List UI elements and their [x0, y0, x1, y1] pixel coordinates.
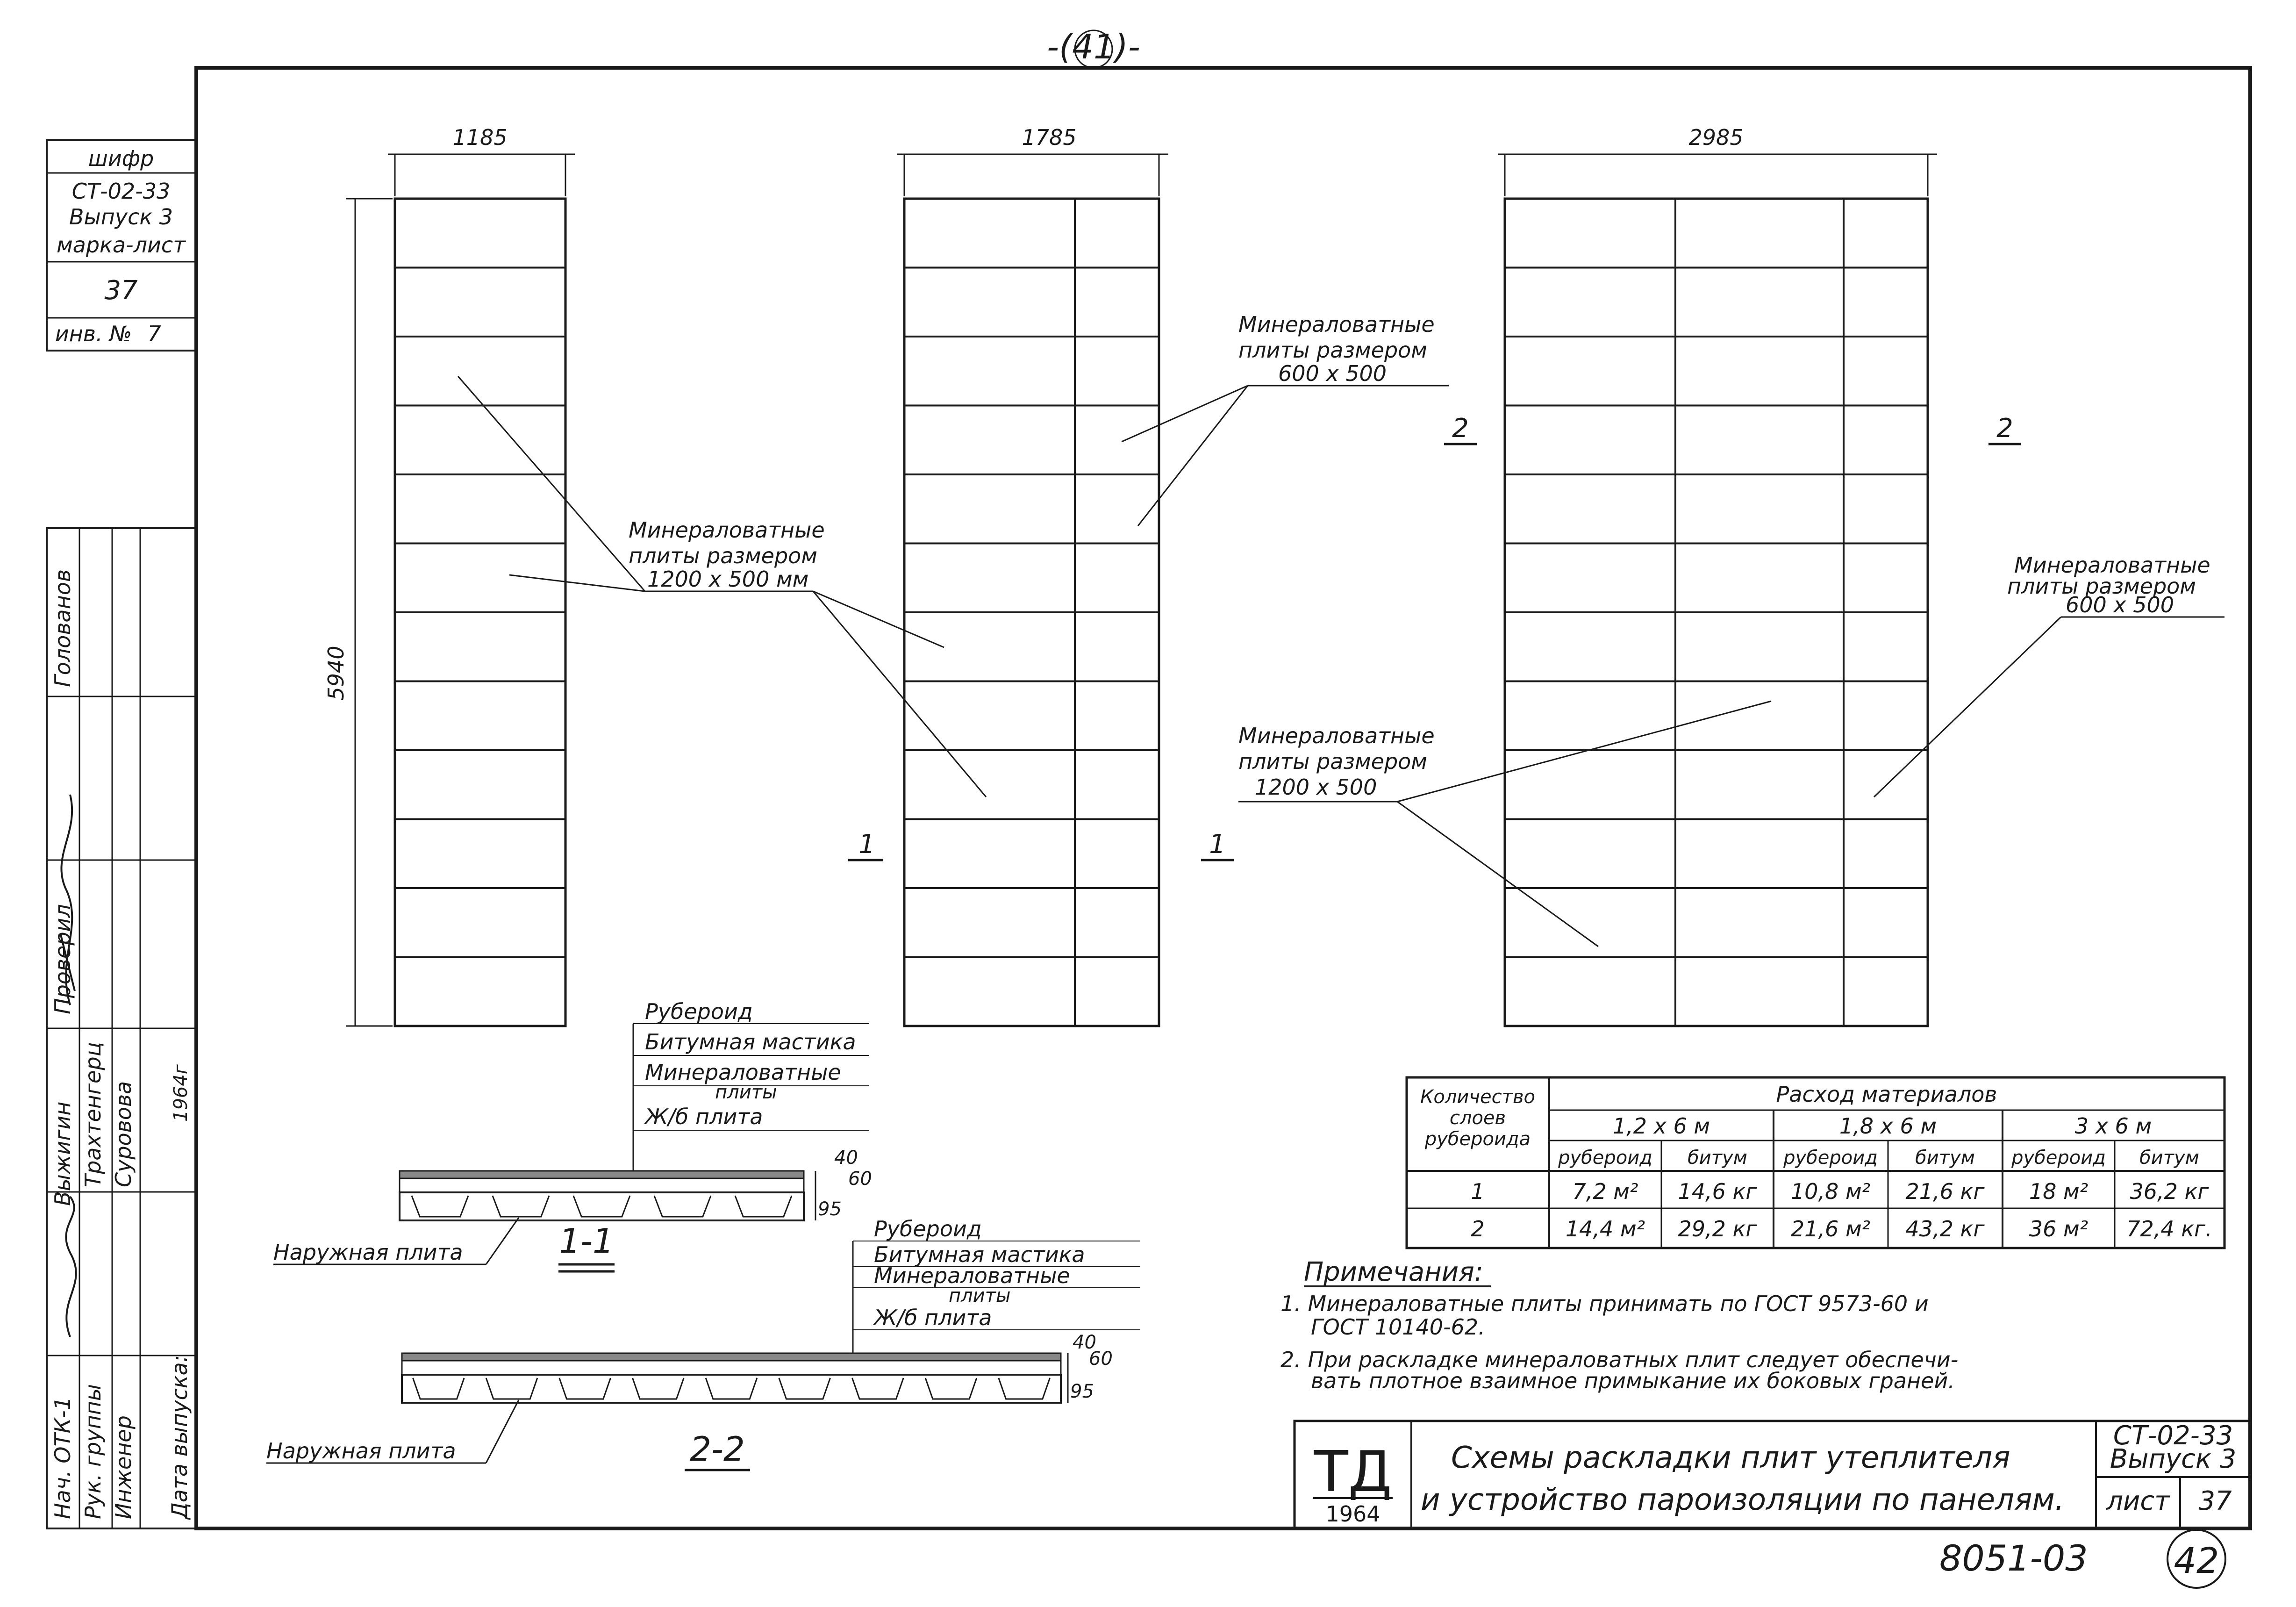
svg-text:Минераловатные: Минераловатные: [1238, 312, 1435, 337]
name-1: Выжигин: [50, 1101, 75, 1206]
rib: [852, 1378, 904, 1399]
svg-text:Битумная мастика: Битумная мастика: [874, 1242, 1085, 1267]
svg-text:Битумная мастика: Битумная мастика: [645, 1029, 856, 1055]
annotation-mw1200-mm: [458, 376, 986, 797]
checked-label: Проверил: [50, 904, 75, 1014]
td-logo: ТД: [1314, 1440, 1392, 1505]
page-number-top: -(41)-: [1047, 27, 1140, 66]
section-2-2-title: 2-2: [690, 1429, 745, 1469]
svg-text:36,2 кг: 36,2 кг: [2130, 1179, 2209, 1204]
svg-text:60: 60: [1089, 1348, 1113, 1370]
svg-text:рубероид: рубероид: [2011, 1147, 2106, 1169]
rib: [413, 1378, 465, 1399]
svg-text:рубероида: рубероида: [1424, 1128, 1531, 1150]
stamp-shifr-label: шифр: [88, 146, 154, 171]
svg-text:14,6 кг: 14,6 кг: [1678, 1179, 1757, 1204]
rib: [559, 1378, 611, 1399]
svg-text:Минераловатные: Минераловатные: [629, 517, 825, 543]
issue-date-label: Дата выпуска:: [167, 1355, 192, 1519]
section-1-1: [273, 999, 872, 1271]
title-block-issue: Выпуск 3: [2110, 1444, 2237, 1474]
title-block-sheet-label: лист: [2106, 1486, 2170, 1516]
rib: [412, 1196, 468, 1217]
svg-text:плиты размером: плиты размером: [2007, 574, 2196, 599]
svg-text:рубероид: рубероид: [1558, 1147, 1652, 1169]
svg-text:Минераловатные: Минераловатные: [1238, 723, 1435, 748]
section-marks: [848, 413, 2021, 860]
svg-text:слоев: слоев: [1449, 1107, 1506, 1129]
name-2: Трахтенгерц: [80, 1042, 106, 1187]
panel-height: 5940: [323, 646, 349, 701]
svg-text:1200 х 500 мм: 1200 х 500 мм: [647, 567, 809, 592]
svg-text:рубероид: рубероид: [1783, 1147, 1878, 1169]
doc-code: 8051-03: [1939, 1537, 2088, 1579]
left-stamp: [47, 140, 195, 351]
page-number-circle: 42: [2174, 1540, 2219, 1581]
role-2: Рук. группы: [80, 1384, 106, 1519]
svg-text:95: 95: [1070, 1381, 1094, 1402]
stamp-code: СТ-02-33: [72, 179, 171, 204]
title-block-year: 1964: [1325, 1501, 1380, 1527]
svg-text:95: 95: [818, 1198, 842, 1220]
rib: [573, 1196, 630, 1217]
svg-text:40: 40: [834, 1147, 858, 1169]
svg-text:1,8 х 6 м: 1,8 х 6 м: [1839, 1113, 1937, 1139]
svg-text:Количество: Количество: [1420, 1086, 1536, 1108]
svg-text:Наружная плита: Наружная плита: [266, 1438, 456, 1464]
name-3: Суровова: [111, 1081, 136, 1187]
rib: [633, 1378, 684, 1399]
svg-text:1. Минераловатные плиты приним: 1. Минераловатные плиты принимать по ГОСТ 9573-60 и: [1280, 1291, 1929, 1316]
section-1-1-title: 1-1: [559, 1221, 614, 1261]
notes: [1280, 1257, 1958, 1393]
svg-text:Минераловатные: Минераловатные: [2014, 552, 2210, 578]
rib: [486, 1378, 537, 1399]
rib: [925, 1378, 977, 1399]
role-1: Нач. ОТК-1: [50, 1396, 75, 1519]
svg-text:3 х 6 м: 3 х 6 м: [2074, 1113, 2152, 1139]
panel-2: [897, 125, 1168, 1026]
svg-text:60: 60: [848, 1168, 872, 1190]
svg-text:плиты: плиты: [715, 1082, 777, 1103]
title-block: [1295, 1420, 2250, 1528]
title-block-code: СТ-02-33: [2113, 1420, 2233, 1451]
title-line-1: Схемы раскладки плит утеплителя: [1451, 1441, 2010, 1475]
issue-year: 1964г: [170, 1064, 192, 1122]
svg-text:Минераловатные: Минераловатные: [874, 1263, 1070, 1288]
svg-text:600 х 500: 600 х 500: [1278, 361, 1387, 386]
svg-text:Рубероид: Рубероид: [645, 999, 753, 1024]
svg-text:21,6 м²: 21,6 м²: [1790, 1216, 1871, 1241]
svg-text:Рубероид: Рубероид: [874, 1216, 982, 1241]
panel-2-width: 1785: [1022, 125, 1077, 150]
section-mark-2-left: 2: [1452, 413, 1469, 444]
svg-text:1200 х 500: 1200 х 500: [1255, 775, 1377, 800]
svg-text:600 х 500: 600 х 500: [2066, 592, 2174, 617]
title-line-2: и устройство пароизоляции по панелям.: [1421, 1483, 2065, 1517]
svg-text:14,4 м²: 14,4 м²: [1565, 1216, 1645, 1241]
notes-title: Примечания:: [1304, 1257, 1483, 1287]
svg-text:вать плотное взаимное примыкан: вать плотное взаимное примыкание их боковых граней.: [1311, 1368, 1955, 1393]
table-header: Расход материалов: [1776, 1082, 1997, 1107]
stamp-issue: Выпуск 3: [69, 204, 173, 230]
svg-text:36 м²: 36 м²: [2029, 1216, 2089, 1241]
svg-text:40: 40: [1073, 1332, 1096, 1353]
svg-text:плиты размером: плиты размером: [1238, 337, 1428, 363]
svg-text:Наружная плита: Наружная плита: [273, 1240, 463, 1265]
svg-text:Ж/б плита: Ж/б плита: [874, 1305, 992, 1330]
checked-name: Голованов: [50, 569, 75, 687]
svg-text:7,2 м²: 7,2 м²: [1572, 1179, 1638, 1204]
section-mark-1-left: 1: [858, 829, 875, 860]
rib: [654, 1196, 711, 1217]
drawing-frame: [196, 68, 2250, 1528]
svg-text:битум: битум: [1688, 1147, 1747, 1169]
stamp-inv-value: 7: [147, 321, 161, 346]
materials-table: [1407, 1077, 2224, 1248]
svg-text:плиты размером: плиты размером: [1238, 749, 1428, 774]
stamp-sheet-no: 37: [104, 275, 138, 306]
handwritten-signature-2: [66, 1197, 76, 1337]
svg-text:1,2 х 6 м: 1,2 х 6 м: [1612, 1113, 1710, 1139]
panel-1: [323, 125, 575, 1026]
rib: [779, 1378, 830, 1399]
rib: [999, 1378, 1050, 1399]
title-block-sheet-no: 37: [2198, 1486, 2232, 1516]
svg-text:43,2 кг: 43,2 кг: [1905, 1216, 1985, 1241]
panel-3: [1498, 125, 1937, 1026]
svg-text:плиты размером: плиты размером: [629, 543, 818, 568]
rib: [493, 1196, 549, 1217]
svg-text:Минераловатные: Минераловатные: [645, 1060, 841, 1085]
svg-text:72,4 кг.: 72,4 кг.: [2126, 1216, 2212, 1241]
svg-text:2: 2: [1471, 1216, 1485, 1241]
panel-1-width: 1185: [452, 125, 508, 150]
svg-text:Ж/б плита: Ж/б плита: [645, 1104, 763, 1129]
svg-text:1: 1: [1471, 1179, 1485, 1204]
svg-text:ГОСТ 10140-62.: ГОСТ 10140-62.: [1311, 1314, 1485, 1340]
svg-text:18 м²: 18 м²: [2029, 1179, 2089, 1204]
section-mark-1-right: 1: [1209, 829, 1226, 860]
svg-text:битум: битум: [1915, 1147, 1975, 1169]
role-3: Инженер: [111, 1415, 136, 1519]
panel-3-width: 2985: [1688, 125, 1744, 150]
svg-text:битум: битум: [2139, 1147, 2199, 1169]
signature-strip: [47, 528, 196, 1528]
svg-text:2. При раскладке минераловатны: 2. При раскладке минераловатных плит следует обеспечи-: [1280, 1347, 1959, 1372]
stamp-inv-label: инв. №: [55, 321, 132, 346]
rib: [706, 1378, 757, 1399]
svg-text:10,8 м²: 10,8 м²: [1790, 1179, 1871, 1204]
rib: [735, 1196, 792, 1217]
stamp-marka-list: марка-лист: [56, 232, 186, 258]
section-mark-2-right: 2: [1996, 413, 2013, 444]
svg-text:плиты: плиты: [949, 1285, 1011, 1306]
annotation-mw600-top: [1122, 312, 1449, 526]
svg-text:21,6 кг: 21,6 кг: [1905, 1179, 1985, 1204]
svg-text:29,2 кг: 29,2 кг: [1678, 1216, 1757, 1241]
